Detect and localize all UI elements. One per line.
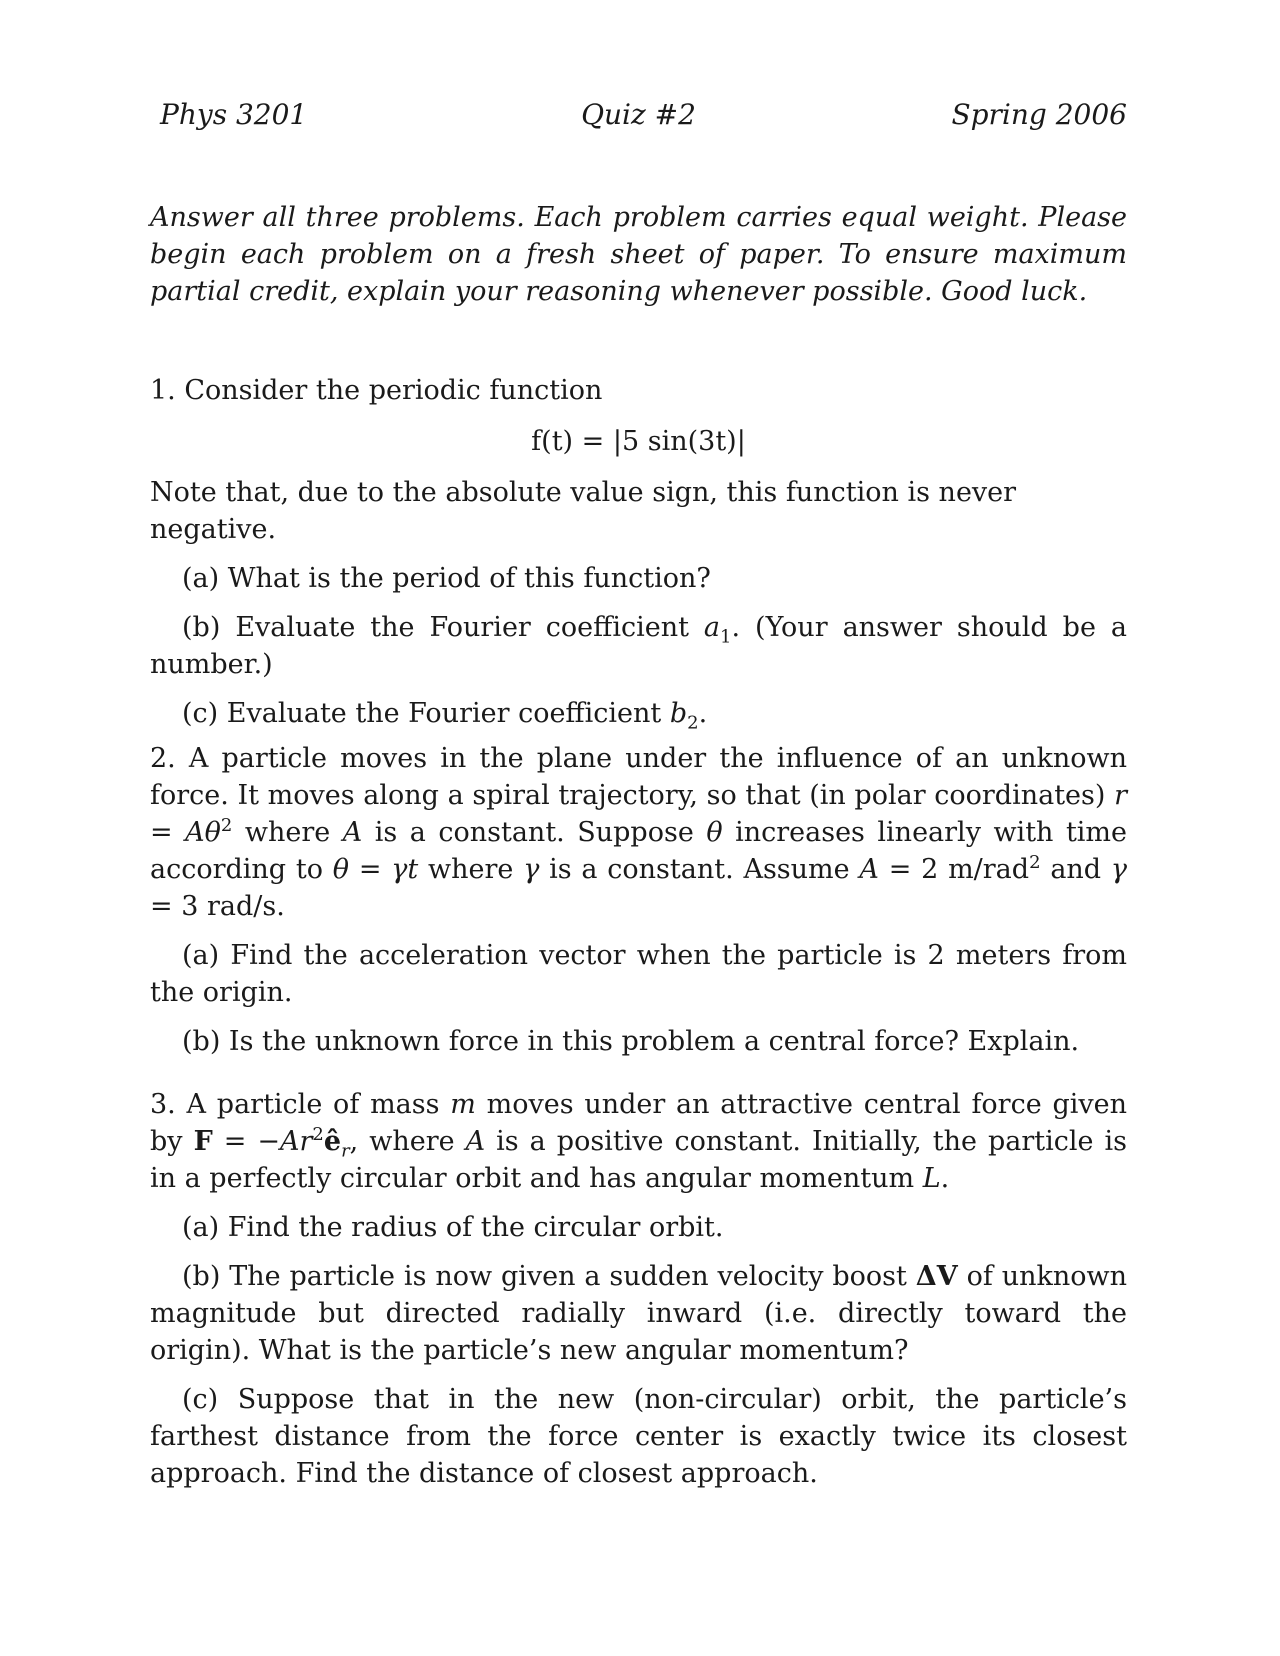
problem-3-part-b: (b) The particle is now given a sudden velocity boost ΔV of unknown magnitude but directed radially inward (i.e. directly toward the origin). What is the particle’s new angular momentum? (150, 1261, 1127, 1366)
problem-3 (150, 1086, 1127, 1492)
problem-1-part-c: (c) Evaluate the Fourier coefficient $b_2$. (182, 698, 708, 734)
problem-3-statement: 3. A particle of mass m moves under an attractive central force given by $F = -Ar^2ê_r$, where A is a positive constant. Initially, the particle is in a perfectly circular orbit and has angular momentum L. (150, 1089, 1127, 1194)
instructions: Answer all three problems. Each problem carries equal weight. Please begin each problem on a fresh sheet of paper. To ensure maximum partial credit, explain your reasoning whenever possible. Good luck. (150, 202, 1127, 307)
problem-1-intro: 1. Consider the periodic function (150, 375, 603, 406)
problem-3-part-c: (c) Suppose that in the new (non-circular) orbit, the particle’s farthest distance from the force center is exactly twice its closest approach. Find the distance of closest approach. (150, 1384, 1127, 1489)
problem-2-part-b: (b) Is the unknown force in this problem a central force? Explain. (182, 1026, 1080, 1057)
problem-1-equation: f(t) = |5 sin(3t)| (531, 426, 746, 457)
course-label: Phys 3201 (160, 98, 308, 131)
problem-1-note: Note that, due to the absolute value sign, this function is never negative. (150, 477, 1017, 545)
problem-1-part-a: (a) What is the period of this function? (182, 563, 711, 594)
problem-2-part-a: (a) Find the acceleration vector when the particle is 2 meters from the origin. (150, 940, 1127, 1008)
quiz-title: Quiz #2 (581, 98, 696, 131)
problem-1-part-b: (b) Evaluate the Fourier coefficient $a_1$. (Your answer should be a number.) (150, 612, 1127, 680)
term-label: Spring 2006 (951, 98, 1127, 131)
page-header (150, 98, 1127, 138)
problem-1 (150, 372, 1127, 732)
problem-3-part-a: (a) Find the radius of the circular orbit. (182, 1212, 724, 1243)
problem-2-statement: 2. A particle moves in the plane under the influence of an unknown force. It moves along a spiral trajectory, so that (in polar coordinates) $r = A\theta^2$ where A is a constant. Suppose θ increases linearly with time according to θ = γt where γ is a constant. Assume A = 2 m/rad$^2$ and γ = 3 rad/s. (150, 743, 1128, 922)
problem-2 (150, 740, 1127, 1060)
